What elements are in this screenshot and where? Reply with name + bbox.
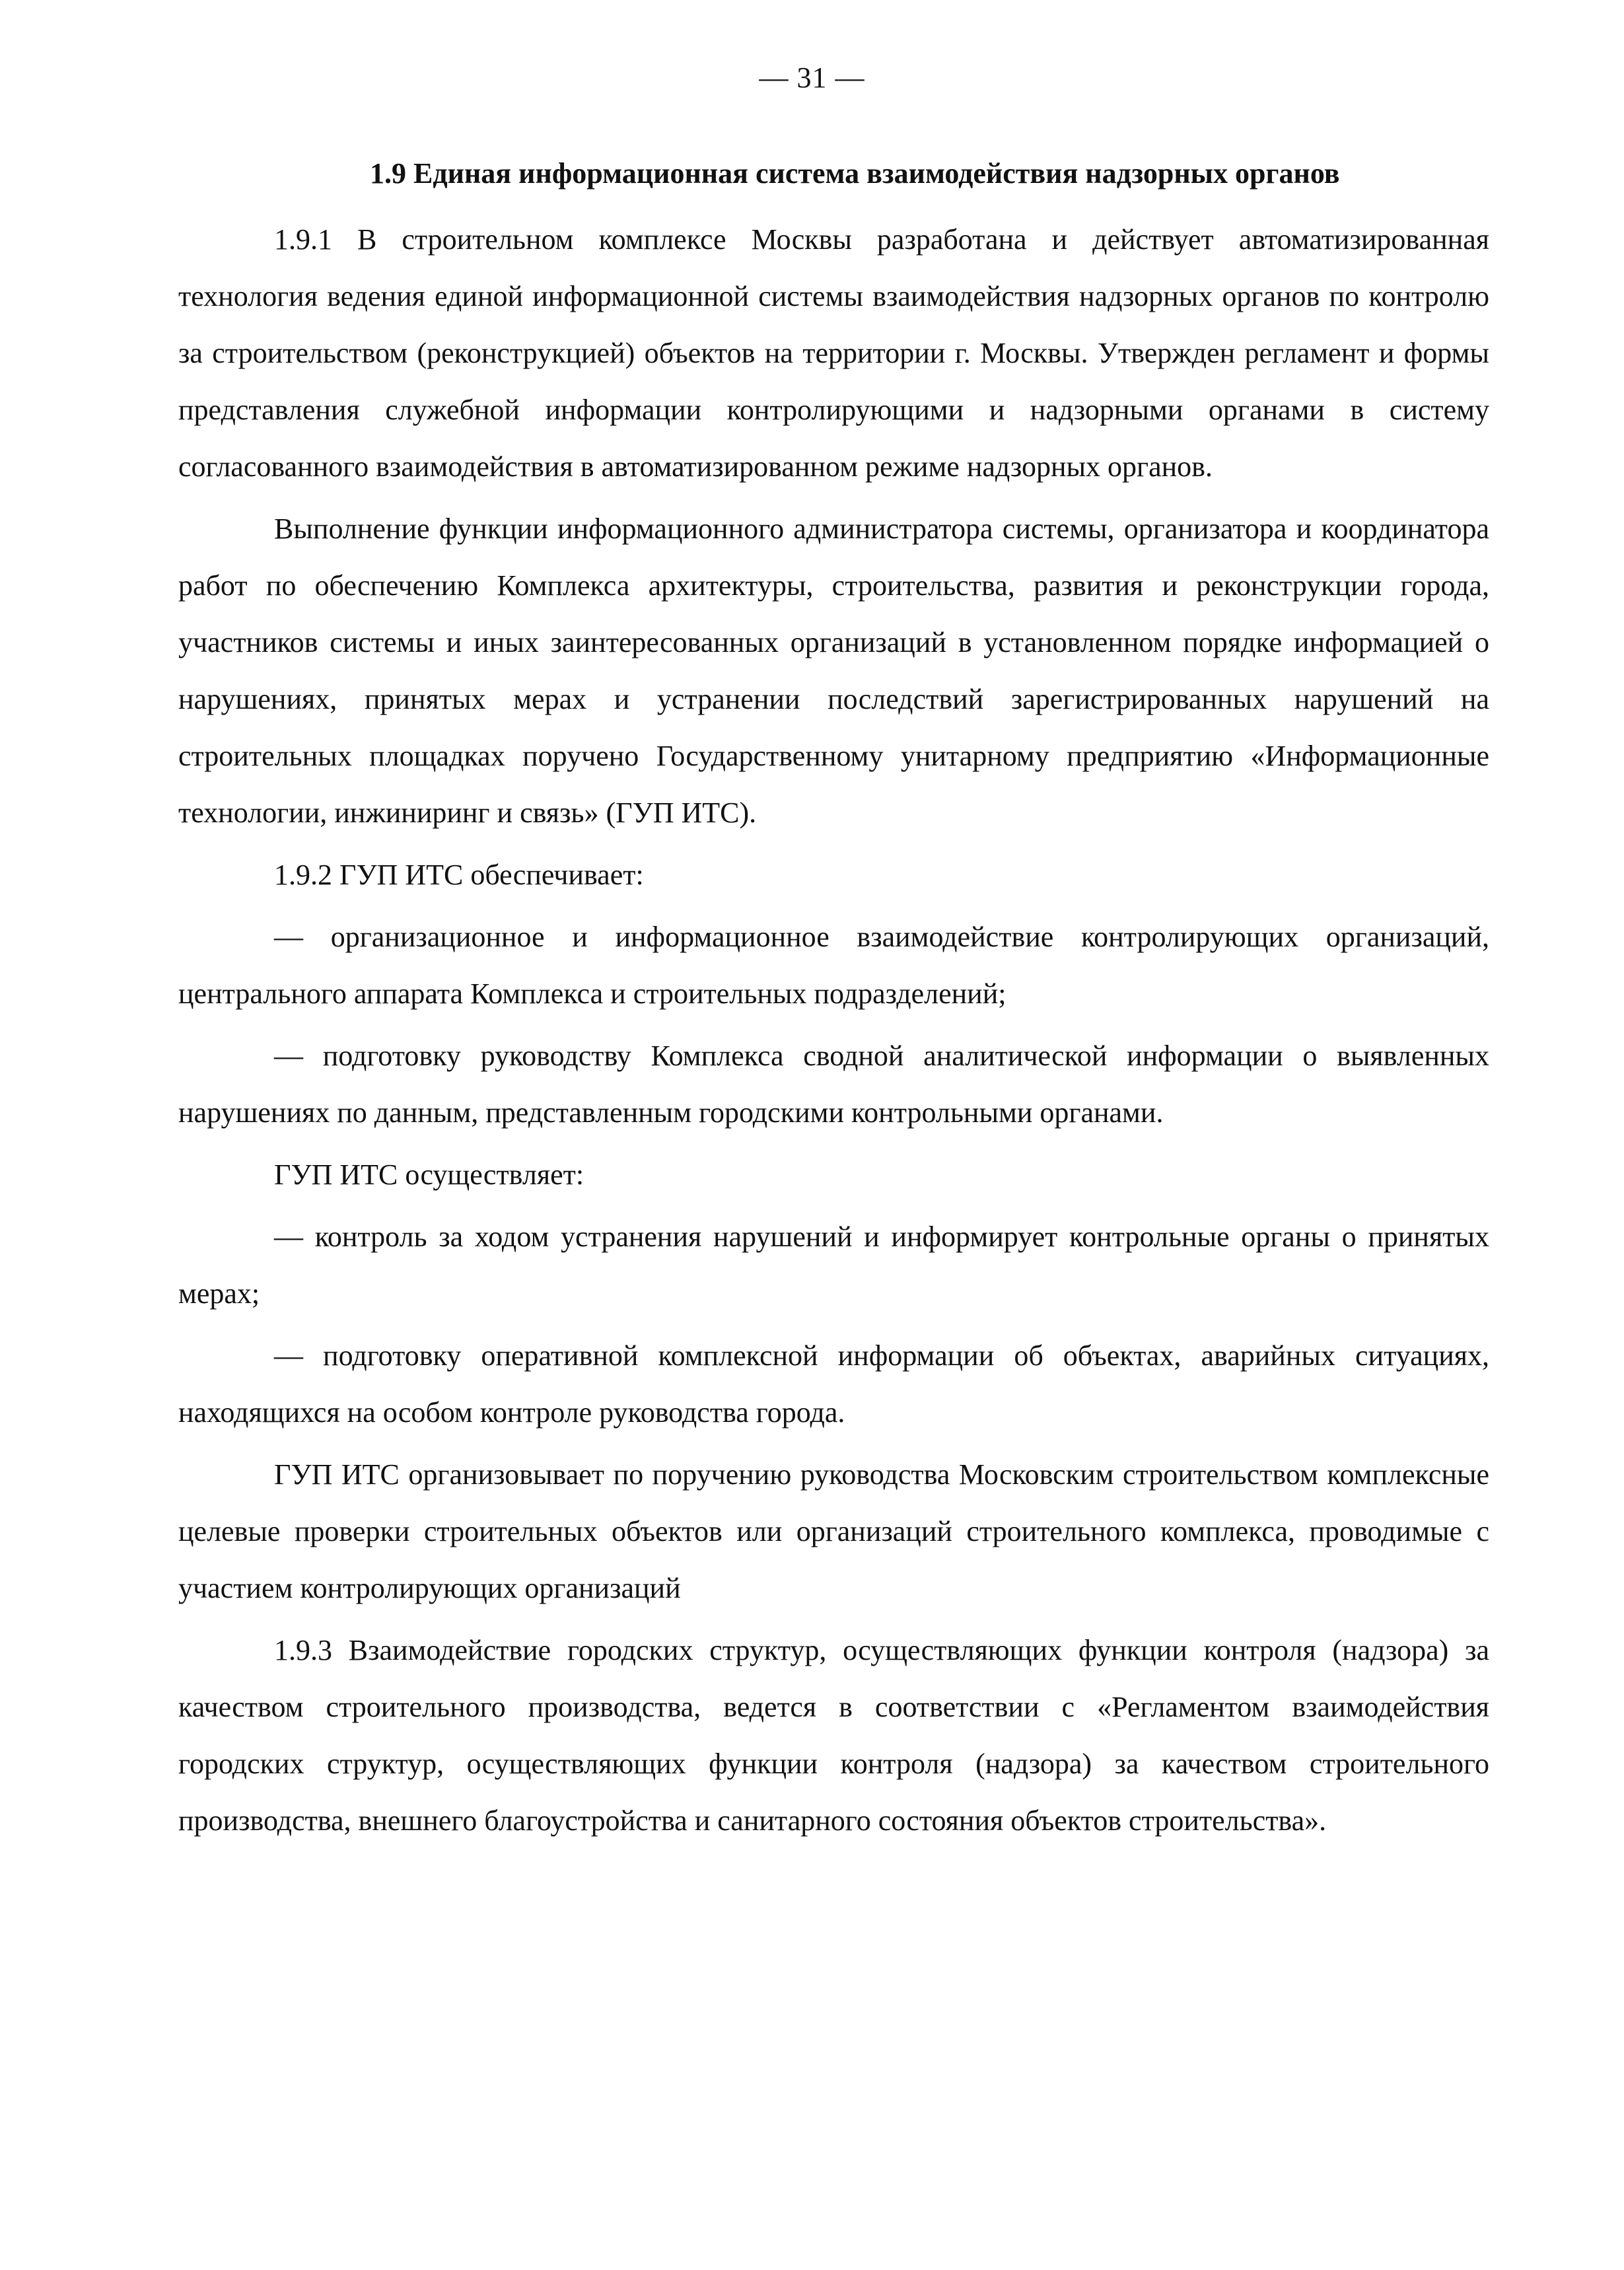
- paragraph-inspections: ГУП ИТС организовывает по поручению руководства Московским строительством комплексные целевые проверки строительных объектов или организаций строительного комплекса, проводимые с участием контролирующих организаций: [178, 1458, 1489, 1604]
- list-item-interaction: — организационное и информационное взаимодействие контролирующих организаций, центрального аппарата Комплекса и строительных подразделений;: [178, 921, 1489, 1010]
- section-heading: 1.9 Единая информационная система взаимодействия надзорных органов: [370, 157, 1340, 190]
- list-item-analytics: — подготовку руководству Комплекса сводной аналитической информации о выявленных нарушениях по данным, представленным городскими контрольными органами.: [178, 1040, 1489, 1129]
- list-item-control: — контроль за ходом устранения нарушений и информирует контрольные органы о принятых мерах;: [178, 1221, 1489, 1310]
- paragraph-performs: ГУП ИТС осуществляет:: [274, 1158, 584, 1191]
- paragraph-1-9-1: 1.9.1 В строительном комплексе Москвы разработана и действует автоматизированная технология ведения единой информационной системы взаимодействия надзорных органов по контролю за строительством (реконструкцией) объектов на территории г. Москвы. Утвержден регламент и формы представления служебной информации контролирующими и надзорными органами в систему согласованного взаимодействия в автоматизированном режиме надзорных органов.: [178, 223, 1489, 483]
- page-number: — 31 —: [759, 61, 865, 94]
- list-item-operative-info: — подготовку оперативной комплексной информации об объектах, аварийных ситуациях, находящихся на особом контроле руководства города.: [178, 1339, 1489, 1429]
- paragraph-1-9-3: 1.9.3 Взаимодействие городских структур, осуществляющих функции контроля (надзора) за качеством строительного производства, ведется в соответствии с «Регламентом взаимодействия городских структур, осуществляющих функции контроля (надзора) за качеством строительного производства, внешнего благоустройства и санитарного состояния объектов строительства».: [178, 1634, 1489, 1837]
- paragraph-administrator: Выполнение функции информационного администратора системы, организатора и координатора работ по обеспечению Комплекса архитектуры, строительства, развития и реконструкции города, участников системы и иных заинтересованных организаций в установленном порядке информацией о нарушениях, принятых мерах и устранении последствий зарегистрированных нарушений на строительных площадках поручено Государственному унитарному предприятию «Информационные технологии, инжиниринг и связь» (ГУП ИТС).: [178, 513, 1489, 829]
- paragraph-1-9-2: 1.9.2 ГУП ИТС обеспечивает:: [274, 859, 644, 891]
- page-content: [178, 151, 1489, 1855]
